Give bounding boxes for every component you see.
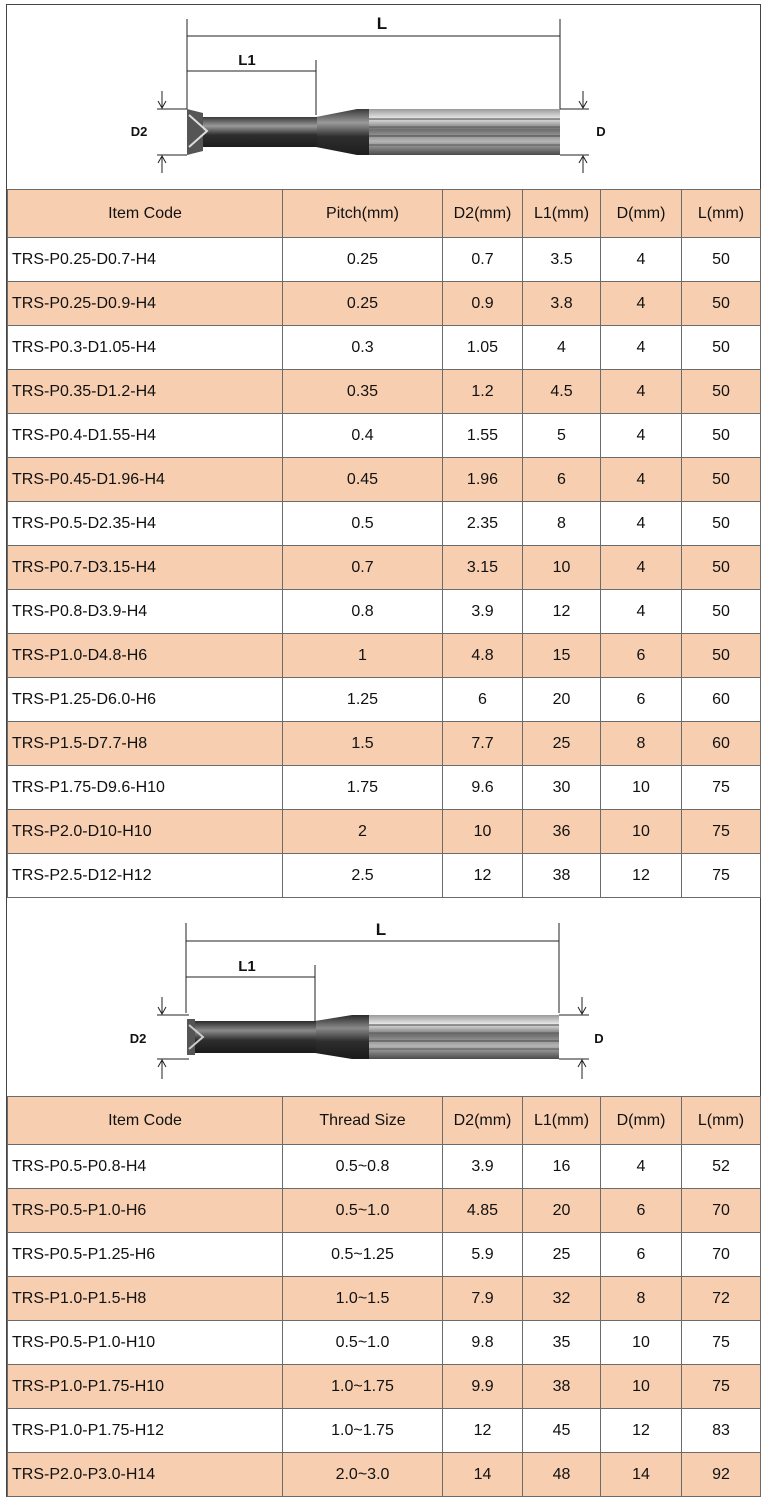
- table-cell: 30: [523, 766, 601, 810]
- item-code-cell: TRS-P0.25-D0.7-H4: [8, 238, 283, 282]
- tool-drawing-2: [7, 903, 760, 1096]
- table-cell: 75: [682, 810, 761, 854]
- table-row: [8, 1453, 761, 1497]
- table-cell: 50: [682, 502, 761, 546]
- table-cell: 9.9: [443, 1365, 523, 1409]
- table-cell: 92: [682, 1453, 761, 1497]
- dim-label-D2: D2: [130, 124, 148, 139]
- table-cell: 0.5~1.25: [283, 1233, 443, 1277]
- table-cell: 10: [601, 810, 682, 854]
- spec-table-pitch: [7, 189, 761, 898]
- table-cell: 6: [443, 678, 523, 722]
- table-cell: 5: [523, 414, 601, 458]
- table-row: [8, 370, 761, 414]
- table-cell: 0.7: [443, 238, 523, 282]
- table-cell: 4: [601, 326, 682, 370]
- table-cell: 2.0~3.0: [283, 1453, 443, 1497]
- table-row: [8, 1233, 761, 1277]
- table-cell: 12: [443, 854, 523, 898]
- header-item-code: Item Code: [8, 1097, 283, 1145]
- table-cell: 50: [682, 282, 761, 326]
- item-code-cell: TRS-P1.5-D7.7-H8: [8, 722, 283, 766]
- table-cell: 75: [682, 1321, 761, 1365]
- table-cell: 0.5~1.0: [283, 1321, 443, 1365]
- item-code-cell: TRS-P0.5-P1.0-H6: [8, 1189, 283, 1233]
- table-cell: 8: [601, 722, 682, 766]
- table-cell: 2.35: [443, 502, 523, 546]
- table-cell: 9.6: [443, 766, 523, 810]
- header-d: D(mm): [601, 1097, 682, 1145]
- item-code-cell: TRS-P0.7-D3.15-H4: [8, 546, 283, 590]
- item-code-cell: TRS-P1.75-D9.6-H10: [8, 766, 283, 810]
- table-cell: 50: [682, 458, 761, 502]
- table-cell: 1.05: [443, 326, 523, 370]
- header-l: L(mm): [682, 1097, 761, 1145]
- tool-drawing-1: [7, 5, 760, 189]
- spec-sheet: [6, 4, 761, 1497]
- header-d2: D2(mm): [443, 190, 523, 238]
- table-cell: 3.15: [443, 546, 523, 590]
- table-cell: 10: [601, 1365, 682, 1409]
- table-cell: 50: [682, 238, 761, 282]
- header-l1: L1(mm): [523, 190, 601, 238]
- item-code-cell: TRS-P2.0-D10-H10: [8, 810, 283, 854]
- table-cell: 15: [523, 634, 601, 678]
- table-cell: 50: [682, 326, 761, 370]
- table-cell: 3.5: [523, 238, 601, 282]
- dim-label-L1: L1: [238, 52, 256, 69]
- table-cell: 8: [601, 1277, 682, 1321]
- table-cell: 6: [601, 634, 682, 678]
- table-header-row: [8, 1097, 761, 1145]
- table-cell: 4: [601, 238, 682, 282]
- table-cell: 0.5: [283, 502, 443, 546]
- table-cell: 4.85: [443, 1189, 523, 1233]
- table-cell: 70: [682, 1233, 761, 1277]
- item-code-cell: TRS-P0.5-P1.0-H10: [8, 1321, 283, 1365]
- table-cell: 0.3: [283, 326, 443, 370]
- table-cell: 4: [601, 414, 682, 458]
- table-cell: 1.55: [443, 414, 523, 458]
- table-cell: 8: [523, 502, 601, 546]
- table-row: [8, 810, 761, 854]
- item-code-cell: TRS-P1.25-D6.0-H6: [8, 678, 283, 722]
- tool-diagram-1: [7, 5, 760, 189]
- table-cell: 0.35: [283, 370, 443, 414]
- table-cell: 14: [443, 1453, 523, 1497]
- dim-label-D: D: [596, 124, 606, 139]
- table-row: [8, 1365, 761, 1409]
- header-d2: D2(mm): [443, 1097, 523, 1145]
- table-cell: 1.25: [283, 678, 443, 722]
- item-code-cell: TRS-P1.0-D4.8-H6: [8, 634, 283, 678]
- header-item-code: Item Code: [8, 190, 283, 238]
- table-cell: 36: [523, 810, 601, 854]
- table-cell: 75: [682, 766, 761, 810]
- table-cell: 0.5~0.8: [283, 1145, 443, 1189]
- table-row: [8, 1321, 761, 1365]
- table-cell: 3.9: [443, 1145, 523, 1189]
- table-cell: 4: [601, 590, 682, 634]
- table-cell: 50: [682, 414, 761, 458]
- table-cell: 38: [523, 1365, 601, 1409]
- table-cell: 10: [443, 810, 523, 854]
- header-pitch: Pitch(mm): [283, 190, 443, 238]
- table-cell: 50: [682, 634, 761, 678]
- table-row: [8, 1145, 761, 1189]
- table-cell: 35: [523, 1321, 601, 1365]
- table-cell: 0.9: [443, 282, 523, 326]
- item-code-cell: TRS-P0.8-D3.9-H4: [8, 590, 283, 634]
- table-cell: 25: [523, 722, 601, 766]
- item-code-cell: TRS-P0.25-D0.9-H4: [8, 282, 283, 326]
- table-cell: 12: [601, 1409, 682, 1453]
- table-cell: 60: [682, 678, 761, 722]
- table-row: [8, 1277, 761, 1321]
- table-cell: 4.8: [443, 634, 523, 678]
- table-cell: 0.4: [283, 414, 443, 458]
- table-cell: 6: [601, 1233, 682, 1277]
- table-cell: 3.9: [443, 590, 523, 634]
- item-code-cell: TRS-P0.5-P0.8-H4: [8, 1145, 283, 1189]
- table-row: [8, 1189, 761, 1233]
- table-cell: 10: [601, 766, 682, 810]
- table-row: [8, 282, 761, 326]
- table-cell: 1: [283, 634, 443, 678]
- table-cell: 1.0~1.5: [283, 1277, 443, 1321]
- table-cell: 4: [601, 546, 682, 590]
- table-row: [8, 1409, 761, 1453]
- table-cell: 10: [523, 546, 601, 590]
- table-cell: 6: [601, 1189, 682, 1233]
- dim-label-L: L: [375, 920, 387, 939]
- table-cell: 12: [523, 590, 601, 634]
- table-cell: 7.7: [443, 722, 523, 766]
- table-cell: 83: [682, 1409, 761, 1453]
- table-cell: 2.5: [283, 854, 443, 898]
- table-cell: 48: [523, 1453, 601, 1497]
- table-cell: 50: [682, 590, 761, 634]
- item-code-cell: TRS-P1.0-P1.5-H8: [8, 1277, 283, 1321]
- table-row: [8, 590, 761, 634]
- table-row: [8, 854, 761, 898]
- table-cell: 72: [682, 1277, 761, 1321]
- table-cell: 2: [283, 810, 443, 854]
- table-cell: 0.7: [283, 546, 443, 590]
- item-code-cell: TRS-P0.5-P1.25-H6: [8, 1233, 283, 1277]
- table-cell: 52: [682, 1145, 761, 1189]
- table-row: [8, 678, 761, 722]
- table-cell: 1.0~1.75: [283, 1365, 443, 1409]
- table-cell: 38: [523, 854, 601, 898]
- table-cell: 1.2: [443, 370, 523, 414]
- table-row: [8, 458, 761, 502]
- table-cell: 60: [682, 722, 761, 766]
- table-cell: 50: [682, 546, 761, 590]
- spec-table-thread-size: [7, 1096, 761, 1497]
- item-code-cell: TRS-P0.35-D1.2-H4: [8, 370, 283, 414]
- table-cell: 4: [601, 458, 682, 502]
- item-code-cell: TRS-P0.5-D2.35-H4: [8, 502, 283, 546]
- header-l: L(mm): [682, 190, 761, 238]
- table-cell: 32: [523, 1277, 601, 1321]
- header-thread-size: Thread Size: [283, 1097, 443, 1145]
- table-cell: 3.8: [523, 282, 601, 326]
- table-cell: 4: [601, 502, 682, 546]
- table-header-row: [8, 190, 761, 238]
- item-code-cell: TRS-P2.5-D12-H12: [8, 854, 283, 898]
- table-cell: 1.0~1.75: [283, 1409, 443, 1453]
- table-cell: 0.25: [283, 282, 443, 326]
- table-cell: 0.8: [283, 590, 443, 634]
- table-cell: 10: [601, 1321, 682, 1365]
- table-row: [8, 502, 761, 546]
- table-cell: 16: [523, 1145, 601, 1189]
- table-cell: 75: [682, 1365, 761, 1409]
- table-cell: 0.5~1.0: [283, 1189, 443, 1233]
- table-cell: 6: [523, 458, 601, 502]
- table-cell: 1.5: [283, 722, 443, 766]
- table-cell: 12: [443, 1409, 523, 1453]
- table-cell: 4.5: [523, 370, 601, 414]
- table-cell: 9.8: [443, 1321, 523, 1365]
- item-code-cell: TRS-P0.45-D1.96-H4: [8, 458, 283, 502]
- dim-label-D2: D2: [129, 1031, 147, 1046]
- table-cell: 1.75: [283, 766, 443, 810]
- table-cell: 12: [601, 854, 682, 898]
- header-d: D(mm): [601, 190, 682, 238]
- dim-label-L1: L1: [238, 958, 256, 975]
- table-cell: 4: [601, 1145, 682, 1189]
- table-cell: 6: [601, 678, 682, 722]
- table-cell: 45: [523, 1409, 601, 1453]
- table-row: [8, 546, 761, 590]
- table-cell: 4: [601, 282, 682, 326]
- table-cell: 5.9: [443, 1233, 523, 1277]
- table-cell: 20: [523, 678, 601, 722]
- table-cell: 4: [523, 326, 601, 370]
- dim-label-L: L: [376, 14, 388, 33]
- table-cell: 20: [523, 1189, 601, 1233]
- table-cell: 0.25: [283, 238, 443, 282]
- item-code-cell: TRS-P2.0-P3.0-H14: [8, 1453, 283, 1497]
- item-code-cell: TRS-P1.0-P1.75-H12: [8, 1409, 283, 1453]
- table-cell: 4: [601, 370, 682, 414]
- table-row: [8, 722, 761, 766]
- item-code-cell: TRS-P0.4-D1.55-H4: [8, 414, 283, 458]
- table-cell: 75: [682, 854, 761, 898]
- table-cell: 14: [601, 1453, 682, 1497]
- table-row: [8, 634, 761, 678]
- tool-diagram-2: [7, 903, 760, 1096]
- header-l1: L1(mm): [523, 1097, 601, 1145]
- table-cell: 25: [523, 1233, 601, 1277]
- table-cell: 50: [682, 370, 761, 414]
- dim-label-D: D: [594, 1031, 604, 1046]
- table-row: [8, 414, 761, 458]
- table-row: [8, 326, 761, 370]
- item-code-cell: TRS-P0.3-D1.05-H4: [8, 326, 283, 370]
- table-cell: 70: [682, 1189, 761, 1233]
- table-cell: 7.9: [443, 1277, 523, 1321]
- item-code-cell: TRS-P1.0-P1.75-H10: [8, 1365, 283, 1409]
- table-row: [8, 766, 761, 810]
- table-cell: 0.45: [283, 458, 443, 502]
- table-cell: 1.96: [443, 458, 523, 502]
- table-row: [8, 238, 761, 282]
